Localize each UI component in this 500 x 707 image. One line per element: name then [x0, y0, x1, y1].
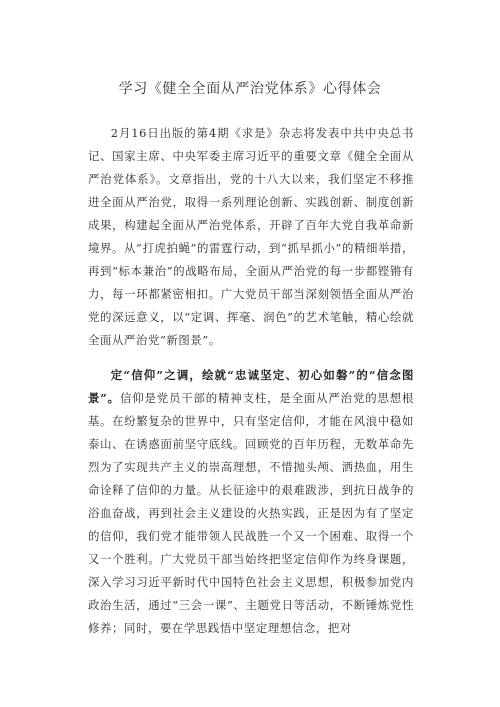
paragraph-faith-text: 信仰是党员干部的精神支柱，是全面从严治党的思想根基。在纷繁复杂的世界中，只有坚定信仰，才能在风浪中稳如泰山、在诱惑面前坚守底线。回顾党的百年历程，无数革命先烈为了实现共产主义的崇高理想，不惜抛头颅、洒热血，用生命诠释了信仰的力量。从长征途中的艰难跋涉，到抗日战争的浴血奋战，再到社会主义建设的火热实践，正是因为有了坚定的信仰，我们党才能带领人民战胜一个又一个困难、取得一个又一个胜利。广大党员干部当始终把坚定信仰作为终身课题，深入学习习近平新时代中国特色社会主义思想，积极参加党内政治生活，通过“三会一课”、主题党日等活动，不断锤炼党性修养；同时，要在学思践悟中坚定理想信念，把对 [88, 391, 414, 635]
paragraph-intro-text: 2月16日出版的第4期《求是》杂志将发表中共中央总书记、国家主席、中央军委主席习近平的重要文章《健全全面从严治党体系》。文章指出，党的十八大以来，我们坚定不移推进全面从严治党，取得一系列理论创新、实践创新、制度创新成果，构建起全面从严治党体系，开辟了百年大党自我革命新境界。从“打虎拍蝇”的雷霆行动，到“抓早抓小”的精细举措，再到“标本兼治”的战略布局，全面从严治党的每一步都铿锵有力，每一环都紧密相扣。广大党员干部当深刻领悟全面从严治党的深远意义，以“定调、挥毫、润色”的艺术笔触，精心绘就全面从严治党“新图景”。 [88, 126, 414, 347]
document-body [88, 122, 414, 640]
paragraph-intro [88, 122, 414, 352]
document-title: 学习《健全全面从严治党体系》心得体会 [118, 81, 382, 97]
paragraph-faith-heading: 定“信仰”之调，绘就“忠诚坚定、初心如磐”的“信念图景”。 [88, 368, 414, 405]
paragraph-faith [88, 364, 414, 640]
